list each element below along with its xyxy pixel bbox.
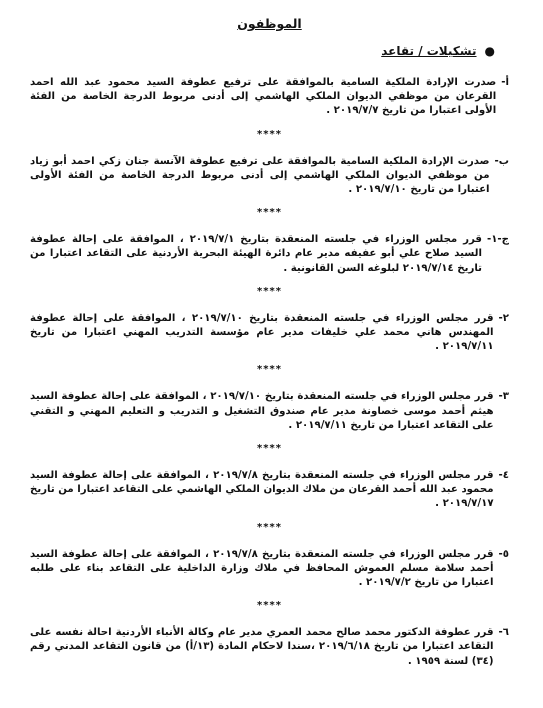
item-marker: ٤- — [498, 470, 509, 482]
item-text: قرر مجلس الوزراء في جلسته المنعقدة بتاريخ ٢٠١٩/٧/٨ ، الموافقة على إحالة عطوفة السيد محمود عبد الله أحمد القرعان من ملاك الديوان الملكي الهاشمي على التقاعد اعتبارا من تاريخ ٢٠١٩/٧/١٧ . — [30, 470, 494, 510]
item-marker: ٥- — [498, 548, 509, 560]
list-item-2 — [30, 312, 509, 355]
section-heading-label: تشكيلات / تقاعد — [381, 44, 477, 58]
separator: **** — [257, 207, 282, 219]
item-text: قرر عطوفة الدكتور محمد صالح محمد العمري مدير عام وكالة الأنباء الأردنية احالة نفسه على التقاعد اعتبارا من تاريخ ٢٠١٩/٦/١٨ ،سندا لاحكام المادة (١٣/أ) من قانون التقاعد المدني رقم (٣٤) لسنة ١٩٥٩ . — [30, 627, 494, 667]
item-text: قرر مجلس الوزراء في جلسته المنعقدة بتاريخ ٢٠١٩/٧/١٠ ، الموافقة على إحالة عطوفة المهندس هاني محمد علي خليفات مدير عام مؤسسة التدريب المهني اعتبارا من تاريخ ٢٠١٩/٧/١١ . — [30, 312, 494, 353]
item-marker: ٢- — [498, 312, 509, 324]
item-marker: أ- — [501, 77, 509, 88]
separator: **** — [257, 364, 282, 376]
list-item-5 — [30, 548, 509, 591]
item-text: قرر مجلس الوزراء في جلسته المنعقدة بتاريخ ٢٠١٩/٧/١٠ ، الموافقة على إحالة عطوفة السيد هيثم أحمد موسى خصاونة مدير عام صندوق التشغيل و التدريب و التعليم المهني و التقني على التقاعد اعتبارا من تاريخ ٢٠١٩/٧/١١ . — [30, 391, 494, 431]
list-item-4 — [30, 469, 509, 512]
list-item-b — [30, 155, 509, 198]
item-marker: ب- — [494, 155, 509, 167]
item-marker: ج-١- — [486, 234, 509, 246]
item-text: صدرت الإرادة الملكية السامية بالموافقة على ترفيع عطوفة الآنسة جنان زكي احمد أبو زياد من موظفي الديوان الملكي الهاشمي إلى أدنى مربوط الدرجة الخاصة من الفئة الأولى اعتبارا من تاريخ ٢٠١٩/٧/١٠ . — [30, 155, 490, 196]
item-text: قرر مجلس الوزراء في جلسته المنعقدة بتاريخ ٢٠١٩/٧/١ ، الموافقة على إحالة عطوفة السيد صلاح علي أبو عفيفه مدير عام دائرة الهيئة البحرية الأردنية على التقاعد اعتبارا من تاريخ ٢٠١٩/٧/١٤ لبلوغه السن القانونية . — [30, 234, 482, 274]
separator: **** — [257, 600, 282, 612]
list-item-a — [30, 76, 509, 119]
separator: **** — [257, 128, 282, 140]
page-title: الموظفون — [237, 16, 302, 31]
list-item-6 — [30, 626, 509, 669]
item-text: قرر مجلس الوزراء في جلسته المنعقدة بتاريخ ٢٠١٩/٧/٨ ، الموافقة على إحالة عطوفة السيد أحمد سلامة مسلم العموش المحافظ في ملاك وزارة الداخلية على التقاعد بناء على طلبه اعتبارا من تاريخ ٢٠١٩/٧/٢ . — [30, 548, 494, 589]
separator: **** — [257, 521, 282, 533]
item-marker: ٣- — [498, 391, 509, 403]
item-marker: ٦- — [498, 627, 509, 639]
item-text: صدرت الإرادة الملكية السامية بالموافقة على ترفيع عطوفة السيد محمود عبد الله احمد القرعان من موظفي الديوان الملكي الهاشمي إلى أدنى مربوط الدرجة الخاصة من الفئة الأولى اعتبارا من تاريخ ٢٠١٩/٧/٧ . — [30, 77, 497, 117]
list-item-3 — [30, 390, 509, 433]
section-heading — [30, 44, 509, 58]
separator: **** — [257, 443, 282, 455]
separator: **** — [257, 285, 282, 297]
bullet-icon: ● — [484, 44, 495, 58]
list-item-c1 — [30, 233, 509, 276]
